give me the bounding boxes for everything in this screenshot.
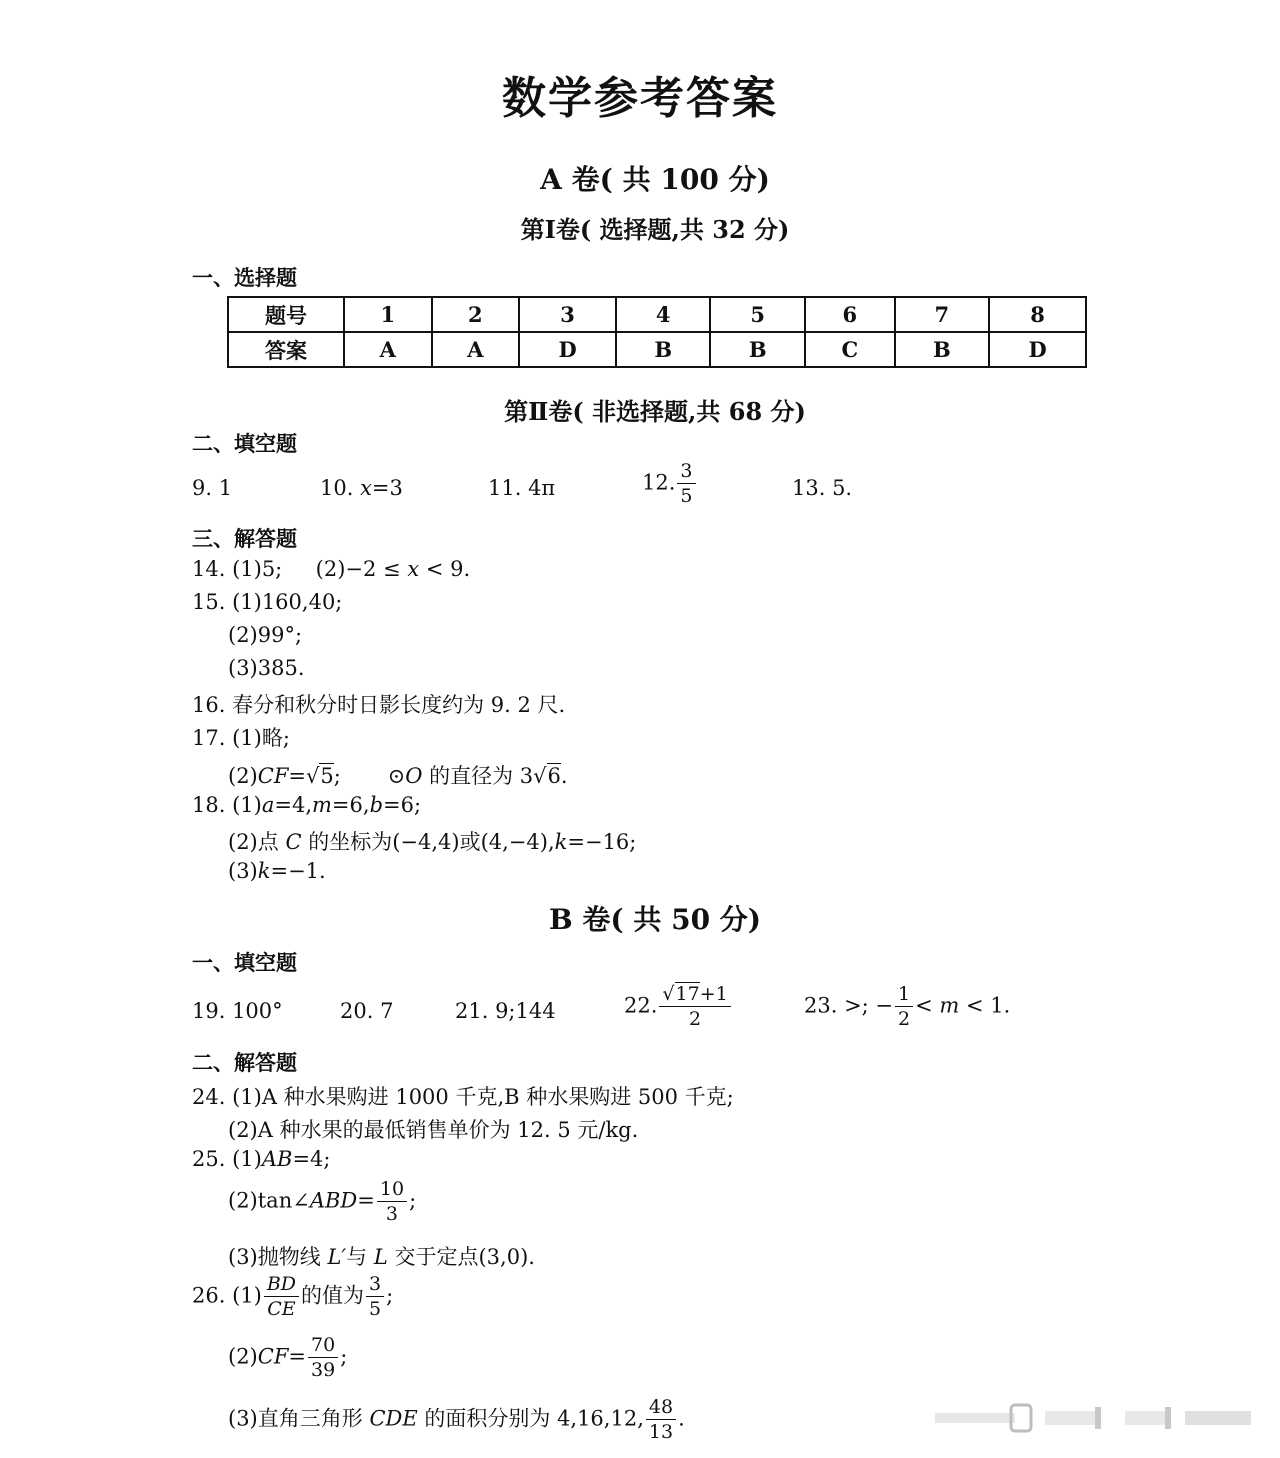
table-row-numbers — [228, 297, 1086, 332]
choice-section-title: 一、选择题 — [192, 265, 297, 290]
b-fill-section-title: 一、填空题 — [192, 950, 297, 975]
table-cell-number: 3 — [519, 297, 616, 332]
watermark-graphic — [935, 1403, 1253, 1433]
answer-q23: 23. >; − $\frac{1}{2}$ < m < 1. — [804, 983, 1011, 1030]
part1-heading: 第Ⅰ卷( 选择题,共 32 分) — [520, 215, 790, 244]
answer-q17-part2: (2)CF=√5; ⊙O 的直径为 3√6. — [228, 764, 568, 788]
fill-section-title: 二、填空题 — [192, 431, 297, 456]
table-cell-answer: B — [616, 332, 711, 367]
table-cell-answer: B — [710, 332, 805, 367]
answer-q15-part3: (3)385. — [228, 656, 305, 680]
part2-heading: 第Ⅱ卷( 非选择题,共 68 分) — [504, 397, 806, 426]
fraction: $\frac{48}{13}$ — [646, 1398, 676, 1442]
answer-q18-part1: 18. (1)a=4,m=6,b=6; — [192, 793, 422, 817]
answer-q18-part3: (3)k=−1. — [228, 859, 326, 883]
answer-q25-part2: (2)tan∠ABD= $\frac{10}{3}$ ; — [228, 1178, 417, 1225]
answer-q9: 9. 1 — [192, 476, 233, 500]
fraction: $\frac{1}{2}$ — [895, 985, 913, 1029]
table-cell-answer: B — [895, 332, 990, 367]
answer-q11: 11. 4π — [488, 476, 556, 500]
fraction: $\frac{70}{39}$ — [308, 1336, 338, 1380]
answer-q26-part3: (3)直角三角形 CDE 的面积分别为 4,16,12, $\frac{48}{13}$ . — [228, 1396, 685, 1443]
answer-q20: 20. 7 — [340, 999, 394, 1023]
answer-q26-part2: (2)CF= $\frac{70}{39}$ ; — [228, 1334, 348, 1381]
table-cell-number: 7 — [895, 297, 990, 332]
table-row-answers — [228, 332, 1086, 367]
answer-q25-part3: (3)抛物线 L′与 L 交于定点(3,0). — [228, 1245, 535, 1269]
table-cell-label: 答案 — [228, 332, 344, 367]
table-cell-number: 8 — [989, 297, 1086, 332]
table-cell-answer: A — [344, 332, 432, 367]
fraction: $\frac{3}{5}$ — [677, 462, 695, 506]
page-title: 数学参考答案 — [502, 73, 778, 124]
table-cell-answer: D — [989, 332, 1086, 367]
table-cell-answer: D — [519, 332, 616, 367]
answer-q16: 16. 春分和秋分时日影长度约为 9. 2 尺. — [192, 693, 566, 717]
fraction: $\frac{3}{5}$ — [366, 1275, 384, 1319]
paper-a-heading: A 卷( 共 100 分) — [540, 163, 770, 196]
table-cell-number: 5 — [710, 297, 805, 332]
answer-q10: 10. x=3 — [320, 476, 403, 500]
answer-q19: 19. 100° — [192, 999, 283, 1023]
fraction: $\frac{10}{3}$ — [377, 1180, 407, 1224]
answer-q22: 22. $\frac{√17+1}{2}$ — [624, 985, 733, 1029]
table-cell-number: 6 — [805, 297, 895, 332]
answer-q24-part1: 24. (1)A 种水果购进 1000 千克,B 种水果购进 500 千克; — [192, 1085, 734, 1109]
table-cell-number: 2 — [432, 297, 520, 332]
answer-q21: 21. 9;144 — [455, 999, 556, 1023]
answer-q26-part1: 26. (1) $\frac{BD}{CE}$ 的值为 $\frac{3}{5}$ ; — [192, 1273, 394, 1320]
paper-b-heading: B 卷( 共 50 分) — [548, 903, 762, 936]
table-cell-number: 1 — [344, 297, 432, 332]
answer-q15-part2: (2)99°; — [228, 623, 303, 647]
table-cell-label: 题号 — [228, 297, 344, 332]
answer-q25-part1: 25. (1)AB=4; — [192, 1147, 331, 1171]
answer-q12: 12. $\frac{3}{5}$ — [642, 462, 698, 506]
answer-q17-part1: 17. (1)略; — [192, 726, 290, 750]
answer-q24-part2: (2)A 种水果的最低销售单价为 12. 5 元/kg. — [228, 1118, 639, 1142]
solve-section-title: 三、解答题 — [192, 526, 297, 551]
fraction: $\frac{√17+1}{2}$ — [659, 985, 730, 1029]
b-solve-section-title: 二、解答题 — [192, 1050, 297, 1075]
answer-table — [227, 296, 1087, 368]
answer-q14: 14. (1)5; (2)−2 ≤ x < 9. — [192, 557, 471, 581]
answer-q18-part2: (2)点 C 的坐标为(−4,4)或(4,−4),k=−16; — [228, 830, 637, 854]
table-cell-answer: A — [432, 332, 520, 367]
fraction: $\frac{BD}{CE}$ — [264, 1275, 299, 1319]
table-cell-number: 4 — [616, 297, 711, 332]
answer-q15-part1: 15. (1)160,40; — [192, 590, 343, 614]
table-cell-answer: C — [805, 332, 895, 367]
answer-q13: 13. 5. — [792, 476, 853, 500]
